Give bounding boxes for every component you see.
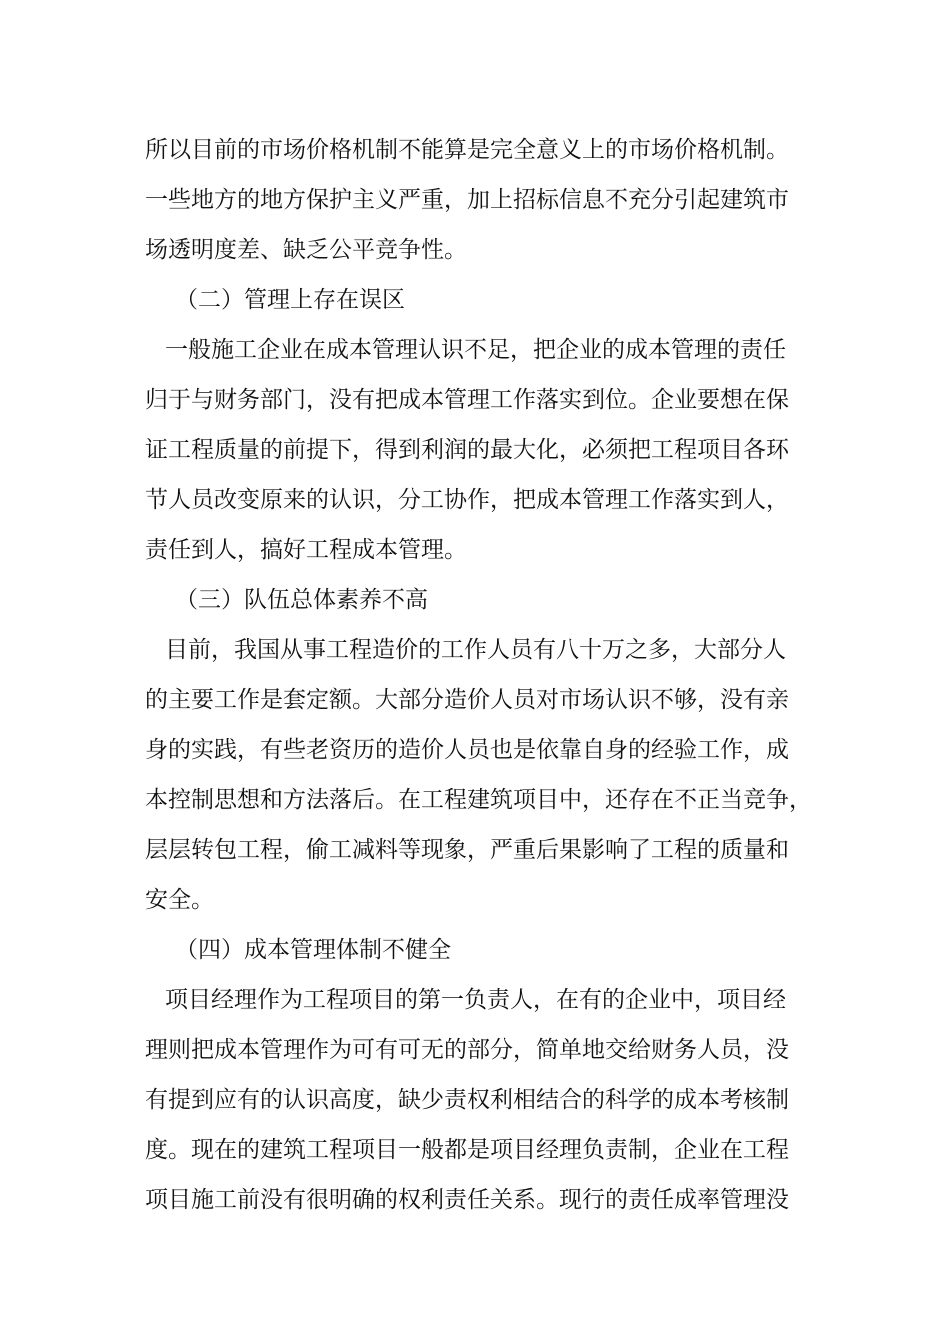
paragraph-line: 有提到应有的认识高度，缺少责权利相结合的科学的成本考核制 xyxy=(145,1087,789,1113)
paragraph-line: 项目经理作为工程项目的第一负责人，在有的企业中，项目经 xyxy=(165,987,786,1013)
paragraph-line: 层层转包工程，偷工减料等现象，严重后果影响了工程的质量和 xyxy=(145,837,789,863)
section-heading: （二）管理上存在误区 xyxy=(175,287,405,313)
paragraph-line: 场透明度差、缺乏公平竞争性。 xyxy=(145,237,467,263)
paragraph-line: 理则把成本管理作为可有可无的部分，简单地交给财务人员，没 xyxy=(145,1037,789,1063)
paragraph-line: 证工程质量的前提下，得到利润的最大化，必须把工程项目各环 xyxy=(145,437,789,463)
section-heading: （四）成本管理体制不健全 xyxy=(175,937,451,963)
paragraph-line: 的主要工作是套定额。大部分造价人员对市场认识不够，没有亲 xyxy=(145,687,789,713)
section-heading: （三）队伍总体素养不高 xyxy=(175,587,428,613)
paragraph-line: 责任到人，搞好工程成本管理。 xyxy=(145,537,467,563)
paragraph-line: 所以目前的市场价格机制不能算是完全意义上的市场价格机制。 xyxy=(145,137,789,163)
paragraph-line: 一些地方的地方保护主义严重，加上招标信息不充分引起建筑市 xyxy=(145,187,789,213)
paragraph-line: 身的实践，有些老资历的造价人员也是依靠自身的经验工作，成 xyxy=(145,737,789,763)
paragraph-line: 节人员改变原来的认识，分工协作，把成本管理工作落实到人， xyxy=(145,487,789,513)
paragraph-line: 度。现在的建筑工程项目一般都是项目经理负责制，企业在工程 xyxy=(145,1137,789,1163)
paragraph-line: 本控制思想和方法落后。在工程建筑项目中，还存在不正当竞争， xyxy=(145,787,812,813)
paragraph-line: 归于与财务部门，没有把成本管理工作落实到位。企业要想在保 xyxy=(145,387,789,413)
paragraph-line: 目前，我国从事工程造价的工作人员有八十万之多，大部分人 xyxy=(165,637,786,663)
paragraph-line: 项目施工前没有很明确的权利责任关系。现行的责任成率管理没 xyxy=(145,1187,789,1213)
paragraph-line: 安全。 xyxy=(145,887,214,913)
paragraph-line: 一般施工企业在成本管理认识不足，把企业的成本管理的责任 xyxy=(165,337,786,363)
